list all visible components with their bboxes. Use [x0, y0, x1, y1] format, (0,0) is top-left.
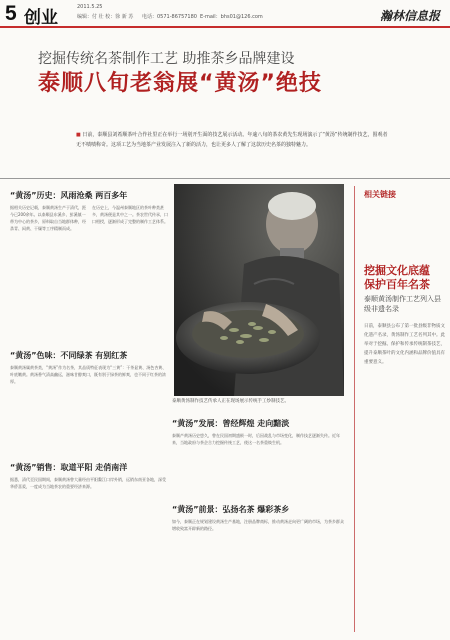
section-title-sales: “黄汤”销售：取道平阳 走俏南洋 — [10, 463, 128, 472]
section-text-sales: 据悉，清代至民国期间，泰顺黄汤曾大量经由平阳鳌江口岸外销，远销东南亚各地，深受华侨喜爱，一度成为当地茶农的重要经济来源。 — [10, 477, 166, 489]
section-text-flavor: 泰顺黄汤属黄茶类，“黄汤”作为名茶，其品质特征表现为“三黄”：干茶显黄、汤色杏黄、叶底嫩黄。黄汤香气清高幽远，滋味甘醇爽口，既有别于绿茶的鲜爽，也不同于红茶的浓厚。 — [10, 365, 167, 384]
section-text-history-2: 在历史上，今温州泰顺地区的茶叶种类甚多，黄汤便是其中之一。茶农世代传承，口口相授，逐渐形成了完整的制作工艺体系。 — [92, 205, 168, 224]
sidebar-heading-line1: 挖掘文化底蕴 — [364, 264, 430, 277]
sidebar-subtitle: 泰顺黄汤制作工艺列入县级非遗名录 — [364, 295, 441, 313]
lead-text: 日前，泰顺县刘希顺茶叶合作社里正在举行一场别开生面的技艺展示活动。年逾八旬的茶农黄先生现场演示了“黄汤”传统制作技艺，围观者无不啧啧称奇。这项工艺为当地茶产业发展注入了新的活力，也让更多人了解了这款历史名茶的独特魅力。 — [76, 132, 388, 148]
sidebar-divider — [354, 186, 355, 632]
sidebar-tag: 相关链接 — [364, 190, 396, 199]
section-title-history: “黄汤”历史：风雨沧桑 两百多年 — [10, 191, 128, 200]
section-title-development: “黄汤”发展：曾经辉煌 走向黯淡 — [172, 419, 290, 428]
article-subhead: 挖掘传统名茶制作工艺 助推茶乡品牌建设 — [38, 51, 295, 67]
section-text-prospects: 如今，泰顺正在规划建设黄汤生产基地，注册品牌商标，推动黄汤走向更广阔的市场，为茶乡群众增收致富开辟新的路径。 — [172, 519, 344, 531]
issue-date: 2011.5.25 — [77, 4, 103, 10]
section-text-history-1: 据相关历史记载，泰顺黄汤生产于清代，距今已200余年。以泰顺县东溪乡、彭溪镇一带为中心的茶乡，原料取自当地群体种，经杀青、闷黄、干燥等工序精制而成。 — [10, 205, 86, 231]
photo-caption: 泰顺黄汤制作技艺传承人正在现场展示传统手工炒制技艺。 — [172, 399, 289, 404]
newspaper-brand: 瀚林信息报 — [379, 9, 440, 23]
page-header — [0, 0, 450, 28]
editor-info: 编辑：付 壮 校：徐 新 苏 — [77, 14, 134, 20]
article-headline: 泰顺八旬老翁展“黄汤”绝技 — [38, 71, 322, 96]
section-title: 创业 — [24, 8, 58, 28]
sidebar-body: 日前，泰顺县公布了第一批县级非物质文化遗产名录，黄汤制作工艺名列其中。此举对于挖掘、保护和传承传统制茶技艺，提升泰顺茶叶的文化内涵和品牌价值具有重要意义。 — [364, 324, 445, 365]
section-title-prospects: “黄汤”前景：弘扬名茶 爆彩茶乡 — [172, 505, 290, 514]
sidebar-heading-line2: 保护百年名茶 — [364, 278, 430, 291]
page-number: 5 — [5, 2, 17, 25]
tea-master-photo — [174, 184, 344, 396]
article-lead — [76, 130, 390, 150]
section-title-flavor: “黄汤”色味：不同绿茶 有别红茶 — [10, 351, 128, 360]
article-photo — [174, 184, 344, 396]
email-info: E-mail：bhs01@126.com — [200, 14, 263, 20]
phone-info: 电话：0571-86757180 — [142, 14, 197, 20]
section-text-development: 泰顺产黄汤历史悠久，曾在民国初期盛极一时，后因战乱与市场变化，制作技艺逐渐失传。近年来，当地政府与茶企合力挖掘传统工艺，使这一名茶重焕生机。 — [172, 433, 340, 445]
lead-marker: ■ — [76, 132, 81, 138]
lead-divider — [0, 178, 450, 179]
